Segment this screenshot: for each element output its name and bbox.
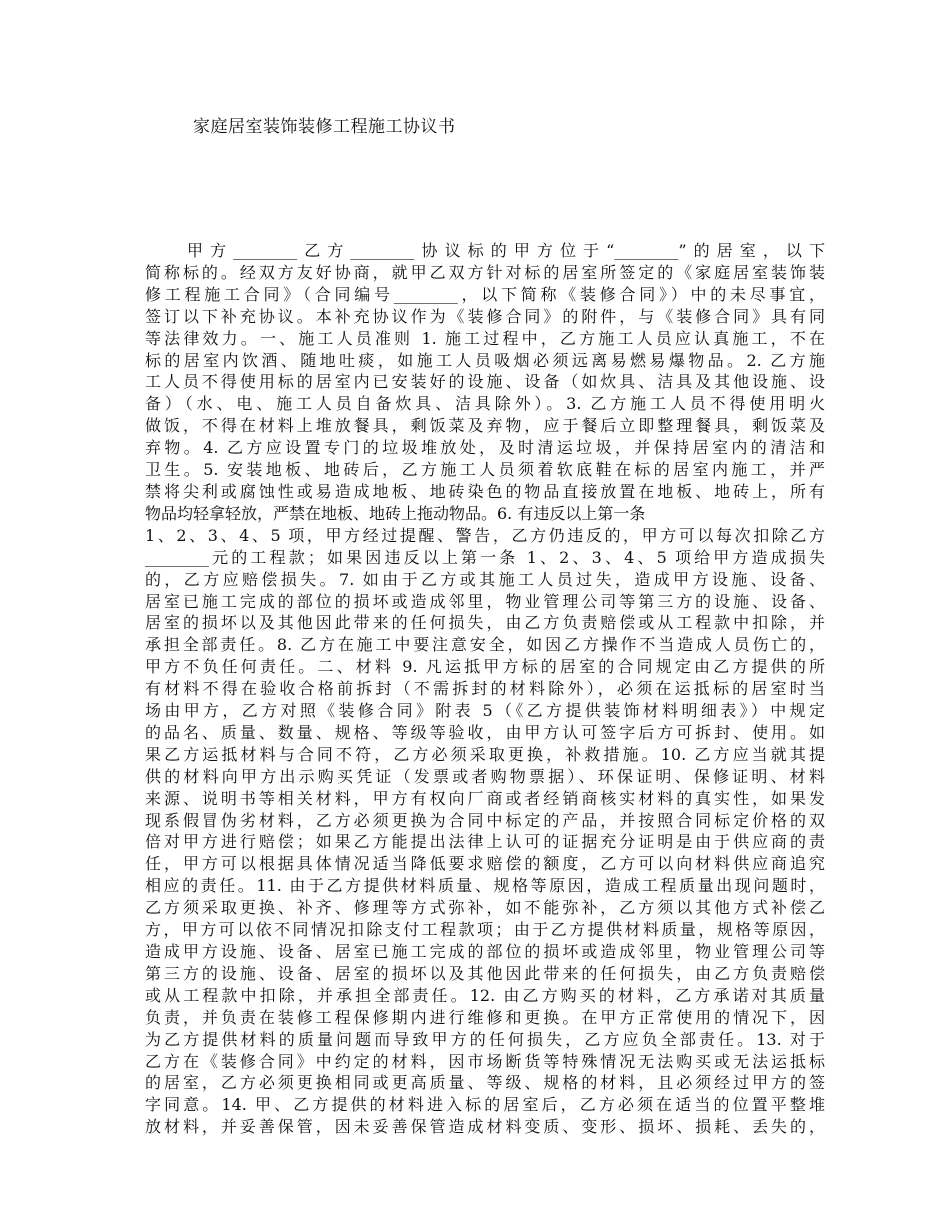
body-line: ________元的工程款；如果因违反以上第一条 1、2、3、4、5 项给甲方造成损失 bbox=[145, 547, 825, 567]
body-line: 现系假冒伪劣材料，乙方必须更换为合同中标定的产品，并按照合同标定价格的双 bbox=[145, 810, 825, 830]
body-line: 甲方不负任何责任。二、材料 9. 凡运抵甲方标的居室的合同规定由乙方提供的所 bbox=[145, 657, 825, 677]
body-line: 居室的损坏以及其他因此带来的任何损失，由乙方负责赔偿或从工程款中扣除，并 bbox=[145, 613, 825, 633]
body-line: 场由甲方，乙方对照《装修合同》附表 5（《乙方提供装饰材料明细表》）中规定 bbox=[145, 701, 825, 721]
body-line: 签订以下补充协议。本补充协议作为《装修合同》的附件，与《装修合同》具有同 bbox=[145, 306, 825, 326]
body-line: 承担全部责任。8. 乙方在施工中要注意安全，如因乙方操作不当造成人员伤亡的， bbox=[145, 635, 825, 655]
body-line: 修工程施工合同》（合同编号________，以下简称《装修合同》）中的未尽事宜， bbox=[145, 284, 825, 304]
body-line: 的，乙方应赔偿损失。7. 如由于乙方或其施工人员过失，造成甲方设施、设备、 bbox=[145, 569, 825, 589]
body-line: 甲方________乙方________协议标的甲方位于“________”的居室，以下 bbox=[187, 241, 825, 260]
body-line: 倍对甲方进行赔偿；如果乙方能提出法律上认可的证据充分证明是由于供应商的责 bbox=[145, 832, 825, 852]
document-title: 家庭居室装饰装修工程施工协议书 bbox=[193, 117, 456, 137]
body-line: 备）（水、电、施工人员自备炊具、洁具除外）。3. 乙方施工人员不得使用明火 bbox=[145, 394, 825, 414]
body-line: 乙方在《装修合同》中约定的材料，因市场断货等特殊情况无法购买或无法运抵标 bbox=[145, 1051, 825, 1071]
body-line: 第三方的设施、设备、居室的损坏以及其他因此带来的任何损失，由乙方负责赔偿 bbox=[145, 963, 825, 983]
body-line: 为乙方提供材料的质量问题而导致甲方的任何损失，乙方应负全部责任。13. 对于 bbox=[145, 1029, 825, 1049]
body-line: 的居室，乙方必须更换相同或更高质量、等级、规格的材料，且必须经过甲方的签 bbox=[145, 1073, 825, 1093]
body-line: 弃物。4. 乙方应设置专门的垃圾堆放处，及时清运垃圾，并保持居室内的清洁和 bbox=[145, 438, 825, 458]
body-line: 简称标的。经双方友好协商，就甲乙双方针对标的居室所签定的《家庭居室装饰装 bbox=[145, 262, 825, 282]
body-line: 标的居室内饮酒、随地吐痰，如施工人员吸烟必须远离易燃易爆物品。2. 乙方施 bbox=[145, 350, 825, 370]
body-line: 方，甲方可以依不同情况扣除支付工程款项；由于乙方提供材料质量，规格等原因， bbox=[145, 920, 825, 940]
body-line: 字同意。14. 甲、乙方提供的材料进入标的居室后，乙方必须在适当的位置平整堆 bbox=[145, 1095, 825, 1115]
body-line: 卫生。5. 安装地板、地砖后，乙方施工人员须着软底鞋在标的居室内施工，并严 bbox=[145, 460, 825, 480]
body-line: 工人员不得使用标的居室内已安装好的设施、设备（如炊具、洁具及其他设施、设 bbox=[145, 372, 825, 392]
body-line: 任，甲方可以根据具体情况适当降低要求赔偿的额度，乙方可以向材料供应商追究 bbox=[145, 854, 825, 874]
body-line: 造成甲方设施、设备、居室已施工完成的部位的损坏或造成邻里，物业管理公司等 bbox=[145, 942, 825, 961]
body-line: 或从工程款中扣除，并承担全部责任。12. 由乙方购买的材料，乙方承诺对其质量 bbox=[145, 985, 825, 1005]
body-line: 放材料，并妥善保管，因未妥善保管造成材料变质、变形、损坏、损耗、丢失的， bbox=[145, 1117, 825, 1137]
body-line: 1、2、3、4、5 项，甲方经过提醒、警告，乙方仍违反的，甲方可以每次扣除乙方 bbox=[145, 525, 825, 545]
body-line: 等法律效力。一、施工人员准则 1. 施工过程中，乙方施工人员应认真施工，不在 bbox=[145, 328, 825, 348]
body-line: 居室已施工完成的部位的损坏或造成邻里，物业管理公司等第三方的设施、设备、 bbox=[145, 591, 825, 611]
body-line: 果乙方运抵材料与合同不符，乙方必须采取更换，补救措施。10. 乙方应当就其提 bbox=[145, 744, 825, 764]
body-line: 的品名、质量、数量、规格、等级等验收，由甲方认可签字后方可拆封、使用。如 bbox=[145, 722, 825, 742]
body-line: 物品均轻拿轻放，严禁在地板、地砖上拖动物品。6. 有违反以上第一条 bbox=[145, 503, 646, 523]
body-line: 供的材料向甲方出示购买凭证（发票或者购物票据）、环保证明、保修证明、材料 bbox=[145, 766, 825, 786]
body-line: 乙方须采取更换、补齐、修理等方式弥补，如不能弥补，乙方须以其他方式补偿乙 bbox=[145, 898, 825, 918]
body-line: 相应的责任。11. 由于乙方提供材料质量、规格等原因，造成工程质量出现问题时， bbox=[145, 876, 825, 896]
body-line: 有材料不得在验收合格前拆封（不需拆封的材料除外），必须在运抵标的居室时当 bbox=[145, 679, 825, 699]
body-line: 做饭，不得在材料上堆放餐具，剩饭菜及弃物，应于餐后立即整理餐具，剩饭菜及 bbox=[145, 416, 825, 436]
body-line: 负责，并负责在装修工程保修期内进行维修和更换。在甲方正常使用的情况下，因 bbox=[145, 1007, 825, 1027]
document-body bbox=[145, 240, 825, 1138]
body-line: 来源、说明书等相关材料，甲方有权向厂商或者经销商核实材料的真实性，如果发 bbox=[145, 788, 825, 808]
body-line: 禁将尖利或腐蚀性或易造成地板、地砖染色的物品直接放置在地板、地砖上，所有 bbox=[145, 481, 825, 501]
